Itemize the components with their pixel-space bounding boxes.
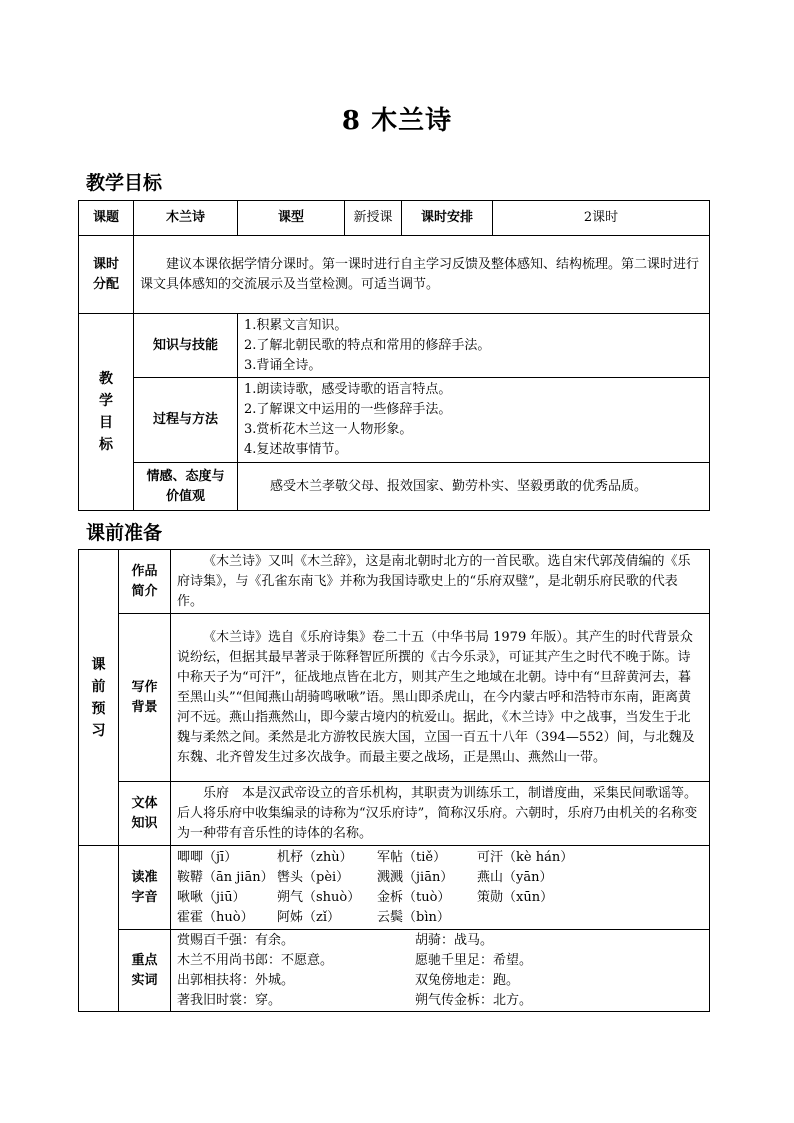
pron-item: 朔气（shuò）	[277, 889, 361, 905]
key-word-item: 朔气传金柝：北方。	[415, 992, 533, 1008]
label-period-allocation: 课时 分配	[79, 236, 134, 314]
knowledge-skills-list: 1.积累文言知识。 2.了解北朝民歌的特点和常用的修辞手法。 3.背诵全诗。	[238, 314, 710, 378]
label-lesson-type: 课型	[238, 201, 345, 236]
key-words-grid	[171, 930, 710, 1012]
pron-item: 霍霍（huò）	[177, 909, 254, 925]
period-allocation-text: 建议本课依据学情分课时。第一课时进行自主学习反馈及整体感知、结构梳理。第二课时进行课文具体感知的交流展示及当堂检测。可适当调节。	[134, 236, 710, 314]
label-work-intro: 作品 简介	[119, 550, 171, 614]
lesson-type-value: 新授课	[345, 201, 402, 236]
label-key-words: 重点 实词	[119, 930, 171, 1012]
label-pronunciation: 读准 字音	[119, 846, 171, 930]
attitude-values-text: 感受木兰孝敬父母、报效国家、勤劳朴实、坚毅勇敢的优秀品质。	[238, 463, 710, 511]
label-knowledge-skills: 知识与技能	[134, 314, 238, 378]
label-preview-cont2	[79, 930, 119, 1012]
key-word-item: 愿驰千里足：希望。	[415, 952, 533, 968]
pron-item: 辔头（pèi）	[277, 869, 350, 885]
pron-item: 云鬓（bìn）	[377, 909, 450, 925]
page-title: 8 木兰诗	[341, 106, 453, 136]
writing-background-text: 《木兰诗》选自《乐府诗集》卷二十五（中华书局 1979 年版）。其产生的时代背景众说纷纭，但据其最早著录于陈释智匠所撰的《古今乐录》，可证其产生之时代不晚于陈。诗中称天子为“可汗”，征战地点皆在北方，则其产生之地域在北朝。诗中有“旦辞黄河去，暮至黑山头”“但闻燕山胡骑鸣啾啾”语。黑山即杀虎山，在今内蒙古呼和浩特市东南，距离黄河不远。燕山指燕然山，即今蒙古境内的杭爱山。据此，《木兰诗》中之战事，当发生于北魏与柔然之间。柔然是北方游牧民族大国，立国一百五十八年（394—552）间，与北魏及东魏、北齐曾发生过多次战争。而最主要之战场，正是黑山、燕然山一带。	[171, 614, 710, 782]
label-teaching-goals: 教 学 目 标	[79, 314, 134, 511]
label-preview-cont	[79, 846, 119, 930]
pron-item: 金柝（tuò）	[377, 889, 451, 905]
label-writing-background: 写作 背景	[119, 614, 171, 782]
pron-item: 鞍鞯（ān jiān）	[177, 869, 274, 885]
pronunciation-grid	[171, 846, 710, 930]
pron-item: 可汗（kè hán）	[477, 849, 574, 865]
pron-item	[477, 908, 637, 928]
schedule-value: 2课时	[493, 201, 710, 236]
pron-item: 策勋（xūn）	[477, 889, 554, 905]
key-word-item: 赏赐百千强：有余。	[177, 932, 295, 948]
label-schedule: 课时安排	[402, 201, 493, 236]
pron-item: 阿姊（zǐ）	[277, 909, 341, 925]
label-attitude-values: 情感、态度与 价值观	[134, 463, 238, 511]
process-methods-list: 1.朗读诗歌，感受诗歌的语言特点。 2.了解课文中运用的一些修辞手法。 3.赏析花木兰这一人物形象。 4.复述故事情节。	[238, 378, 710, 463]
key-word-item: 出郭相扶将：外城。	[177, 972, 295, 988]
prep-heading: 课前准备	[86, 522, 163, 544]
work-intro-text: 《木兰诗》又叫《木兰辞》，这是南北朝时北方的一首民歌。选自宋代郭茂倩编的《乐府诗集》，与《孔雀东南飞》并称为我国诗歌史上的“乐府双璧”，是北朝乐府民歌的代表作。	[171, 550, 710, 614]
key-word-item: 双兔傍地走：跑。	[415, 972, 520, 988]
prep-table	[78, 549, 710, 1012]
pron-item: 燕山（yān）	[477, 869, 553, 885]
label-preview: 课 前 预 习	[79, 550, 119, 846]
label-topic: 课题	[79, 201, 134, 236]
objectives-table	[78, 200, 710, 511]
label-process-methods: 过程与方法	[134, 378, 238, 463]
key-word-item: 胡骑：战马。	[415, 932, 494, 948]
topic-value: 木兰诗	[134, 201, 238, 236]
key-word-item: 著我旧时裳：穿。	[177, 992, 282, 1008]
objectives-heading: 教学目标	[86, 172, 163, 194]
label-genre-knowledge: 文体 知识	[119, 782, 171, 846]
pron-item: 唧唧（jī）	[177, 849, 238, 865]
key-word-item: 木兰不用尚书郎：不愿意。	[177, 952, 334, 968]
pron-item: 啾啾（jiū）	[177, 889, 246, 905]
genre-knowledge-text: 乐府 本是汉武帝设立的音乐机构，其职责为训练乐工，制谱度曲，采集民间歌谣等。后人将乐府中收集编录的诗称为“汉乐府诗”，简称汉乐府。六朝时，乐府乃由机关的名称变为一种带有音乐性的诗体的名称。	[171, 782, 710, 846]
pron-item: 溅溅（jiān）	[377, 869, 454, 885]
pron-item: 机杼（zhù）	[277, 849, 353, 865]
pron-item: 军帖（tiě）	[377, 849, 447, 865]
